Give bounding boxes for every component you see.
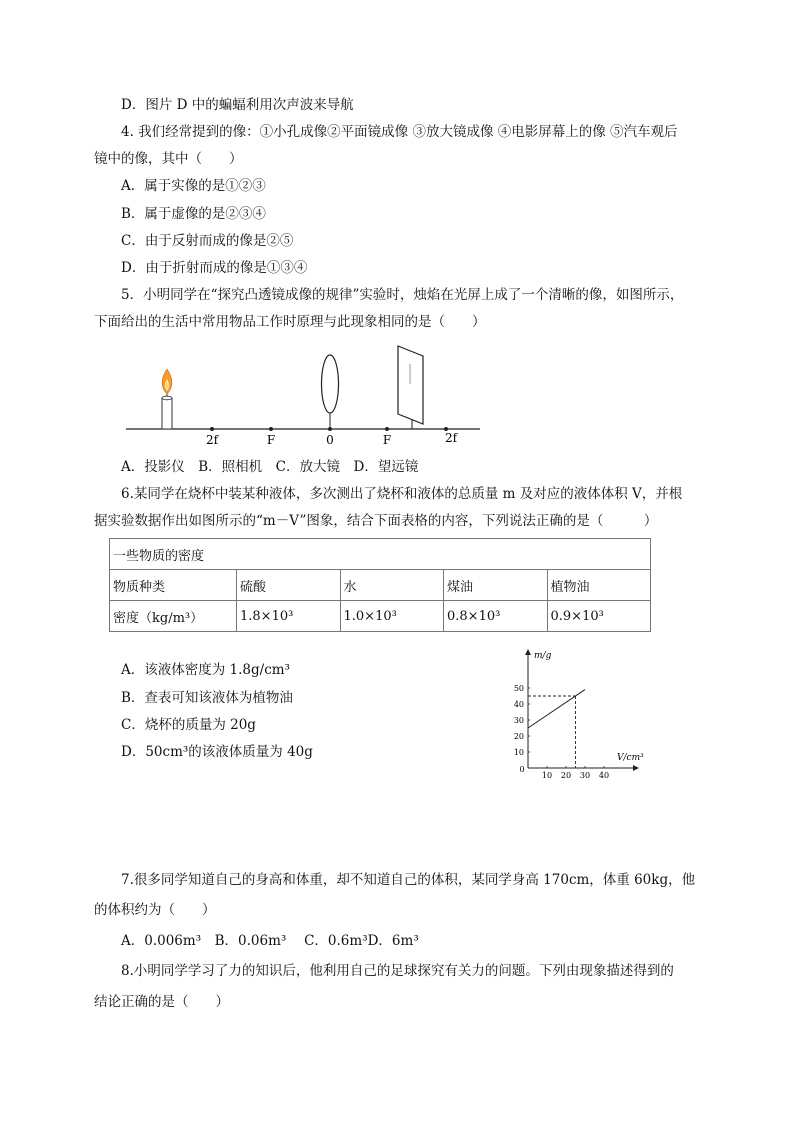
q5-options: A．投影仪 B．照相机 C．放大镜 D．望远镜 bbox=[121, 459, 419, 475]
q8-stem-line1: 8.小明同学学习了力的知识后，他利用自己的足球探究有关力的问题。下列由现象描述得到的 bbox=[121, 963, 674, 979]
q5-stem-line2: 下面给出的生活中常用物品工作时原理与此现象相同的是（ ） bbox=[94, 314, 486, 330]
q7-stem-line2: 的体积约为（ ） bbox=[94, 902, 216, 918]
table-header-cell: 植物油 bbox=[547, 570, 651, 601]
q4-stem-line2: 镜中的像，其中（ ） bbox=[94, 151, 243, 167]
table-header-cell: 水 bbox=[340, 570, 444, 601]
point-f-right bbox=[385, 427, 389, 431]
point-origin bbox=[328, 427, 332, 431]
q4-option-b: B．属于虚像的是②③④ bbox=[121, 206, 266, 222]
table-cell: 密度（kg/m³） bbox=[110, 601, 237, 632]
y-tick-label: 20 bbox=[513, 732, 524, 741]
point-f-left bbox=[269, 427, 273, 431]
y-tick-label: 50 bbox=[513, 684, 524, 693]
q7-options: A．0.006m³ B．0.06m³ C．0.6m³D．6m³ bbox=[121, 933, 419, 949]
y-axis-label: m/g bbox=[534, 651, 552, 661]
y-tick-label: 40 bbox=[513, 700, 524, 709]
q6-option-c: C．烧杯的质量为 20g bbox=[121, 717, 256, 733]
label-f-left: F bbox=[266, 433, 276, 447]
table-cell: 0.9×10³ bbox=[547, 601, 651, 632]
y-tick-label: 30 bbox=[513, 716, 524, 725]
x-axis-label: V/cm³ bbox=[617, 753, 644, 763]
x-tick-label: 30 bbox=[579, 771, 591, 780]
origin-label: 0 bbox=[519, 765, 525, 774]
q4-option-a: A．属于实像的是①②③ bbox=[121, 178, 266, 194]
q4-stem-line1: 4. 我们经常提到的像：①小孔成像②平面镜成像 ③放大镜成像 ④电影屏幕上的像 ⑤汽车观后 bbox=[121, 124, 678, 140]
convex-lens bbox=[322, 355, 339, 413]
q6-stem-line1: 6.某同学在烧杯中装某种液体，多次测出了烧杯和液体的总质量 m 及对应的液体体积 V，并根 bbox=[121, 486, 683, 502]
label-origin: 0 bbox=[326, 433, 334, 447]
x-tick-label: 20 bbox=[560, 771, 572, 780]
light-screen bbox=[398, 346, 423, 429]
label-f-right: F bbox=[382, 433, 392, 447]
q6-option-b: B．查表可知该液体为植物油 bbox=[121, 690, 293, 706]
series-line bbox=[528, 690, 585, 728]
table-cell: 1.8×10³ bbox=[237, 601, 341, 632]
candle-icon bbox=[162, 369, 172, 429]
table-title: 一些物质的密度 bbox=[110, 539, 651, 570]
x-tick-label: 10 bbox=[541, 771, 553, 780]
table-header-cell: 硫酸 bbox=[237, 570, 341, 601]
q6-option-a: A．该液体密度为 1.8g/cm³ bbox=[121, 662, 290, 678]
table-header-row bbox=[110, 570, 651, 601]
label-2f-right: 2f bbox=[444, 431, 458, 445]
table-header-cell: 煤油 bbox=[444, 570, 548, 601]
table-header-cell: 物质种类 bbox=[110, 570, 237, 601]
x-tick-label: 40 bbox=[598, 771, 610, 780]
q6-stem-line2: 据实验数据作出如图所示的“m－V”图象，结合下面表格的内容，下列说法正确的是（ ） bbox=[94, 513, 658, 529]
q7-stem-line1: 7.很多同学知道自己的身高和体重，却不知道自己的体积，某同学身高 170cm，体重 60kg，他 bbox=[121, 872, 696, 888]
table-cell: 1.0×10³ bbox=[340, 601, 444, 632]
q8-stem-line2: 结论正确的是（ ） bbox=[94, 994, 229, 1010]
q4-option-c: C．由于反射而成的像是②⑤ bbox=[121, 233, 294, 249]
density-table bbox=[109, 538, 651, 632]
q5-stem-line1: 5．小明同学在“探究凸透镜成像的规律”实验时，烛焰在光屏上成了一个清晰的像，如图所示， bbox=[121, 287, 684, 303]
point-2f-left bbox=[210, 427, 214, 431]
mv-chart bbox=[508, 644, 648, 780]
q4-option-d: D．由于折射而成的像是①③④ bbox=[121, 260, 308, 276]
q3-option-d: D．图片 D 中的蝙蝠利用次声波来导航 bbox=[121, 97, 354, 113]
y-tick-label: 10 bbox=[513, 748, 524, 757]
lens-diagram bbox=[120, 338, 490, 450]
q6-option-d: D．50cm³的该液体质量为 40g bbox=[121, 744, 313, 760]
table-row bbox=[110, 601, 651, 632]
label-2f-left: 2f bbox=[205, 433, 219, 447]
table-cell: 0.8×10³ bbox=[444, 601, 548, 632]
